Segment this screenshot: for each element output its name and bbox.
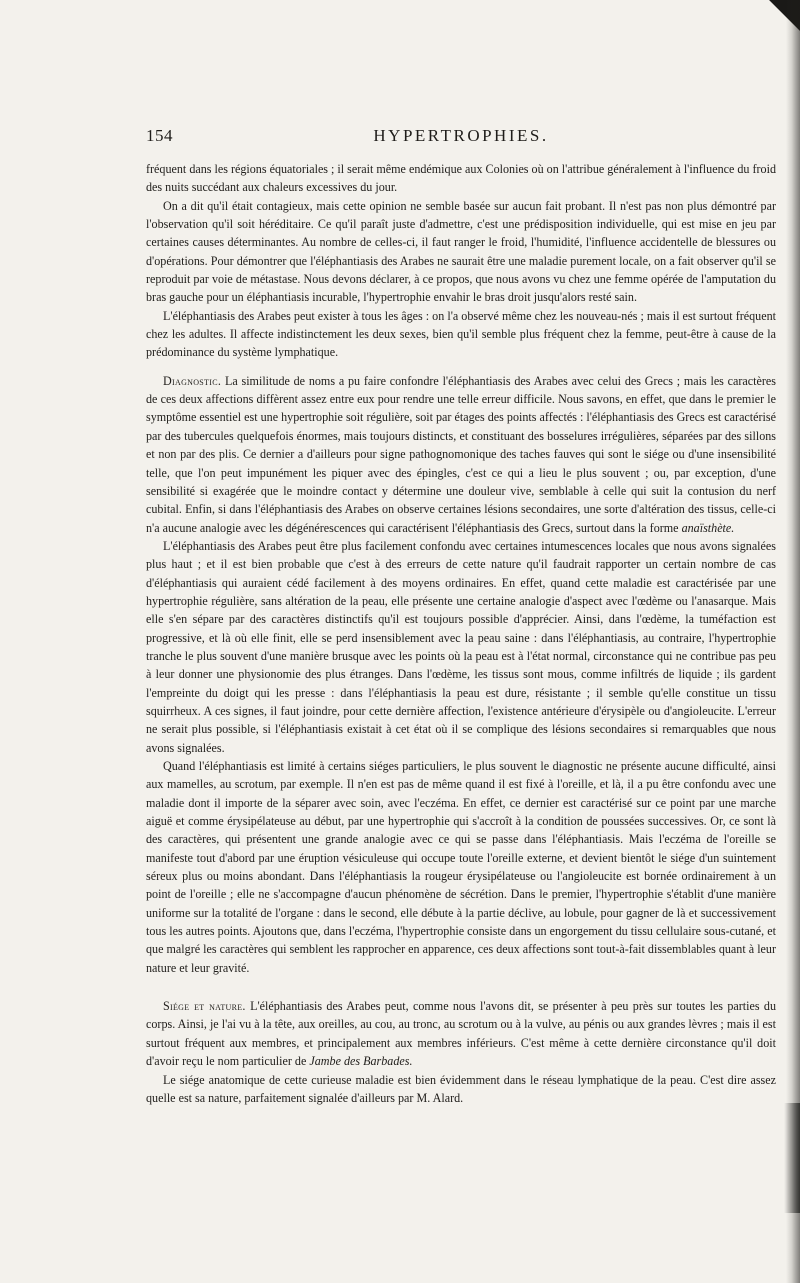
italic-term: Jambe des Barbades. — [309, 1054, 413, 1069]
section-siege-nature: Siége et nature. L'éléphantiasis des Arabes peut, comme nous l'avons dit, se présenter à peu près sur toutes les parties du corps. Ainsi, je l'ai vu à la tête, aux oreilles, au cou, au tronc, au scrotum ou à la vulve, au pénis ou aux grandes lèvres ; mais il est surtout fréquent aux membres, et principalement aux membres inférieurs. C'est même à cette dernière circonstance qu'il doit d'avoir reçu le nom particulier de Jambe des Barbades. — [146, 999, 776, 1069]
scan-edge-shadow — [786, 0, 800, 1283]
paragraph: fréquent dans les régions équatoriales ; il serait même endémique aux Colonies où on l'attribue généralement à l'influence du froid des nuits succédant aux chaleurs excessives du jour. — [146, 162, 777, 195]
italic-term: anaïsthète. — [681, 520, 735, 535]
section-heading-siege-nature: Siége et nature. — [163, 999, 246, 1014]
paragraph: Quand l'éléphantiasis est limité à certains siéges particuliers, le plus souvent le diagnostic ne présente aucune difficulté, ainsi aux mamelles, au scrotum, par exemple. Il n'en est pas de même quand il est fixé à l'oreille, et là, il a pu être confondu avec une maladie dont il importe de la séparer avec soin, avec l'eczéma. En effet, ce dernier est caractérisé sur ce point par une marche aiguë et comme érysipélateuse au début, par une hypertrophie qui s'accroît à la condition de poussées successives. Or, ce sont là des caractères, qui présentent une grande analogie avec ce qui se passe dans l'éléphantiasis. Mais l'eczéma de l'oreille se manifeste tout d'abord par une éruption vésiculeuse qui occupe toute l'oreille externe, et devient bientôt le siége d'un suintement séreux plus ou moins abondant. Dans l'éléphantiasis la rougeur érysipélateuse ou l'angioleucite est bornée ordinairement à un point de l'oreille ; elle ne s'accompagne d'aucun phénomène de sécrétion. Dans le premier, l'hypertrophie s'établit d'une manière uniforme sur la totalité de l'organe : dans le second, elle débute à la partie déclive, au lobule, pour gagner de là et successivement tous les autres points. Ajoutons que, dans l'eczéma, l'hypertrophie consiste dans un engorgement du tissu cellulaire sous-cutané, et que malgré les caractères qui semblent les rapprocher en apparence, ces deux affections sont tout-à-fait dissemblables quant à leur nature et leur gravité. — [146, 759, 776, 975]
paragraph: Le siége anatomique de cette curieuse maladie est bien évidemment dans le réseau lymphatique de la peau. C'est dire assez quelle est sa nature, parfaitement signalée d'ailleurs par M. Alard. — [146, 1072, 776, 1105]
page-content — [146, 126, 776, 1107]
body-text — [146, 160, 776, 1107]
page-number: 154 — [146, 126, 173, 145]
running-title: HYPERTROPHIES. — [373, 126, 549, 145]
paragraph: L'éléphantiasis des Arabes peut exister à tous les âges : on l'a observé même chez les nouveau-nés ; mais il est surtout fréquent chez les adultes. Il affecte indistinctement les deux sexes, bien qu'il semble plus fréquent chez la femme, peut-être à cause de la prédominance du système lymphatique. — [146, 308, 776, 360]
running-head — [146, 126, 776, 152]
paragraph: On a dit qu'il était contagieux, mais cette opinion ne semble basée sur aucun fait probant. Il n'est pas non plus démontré par l'observation qu'il soit héréditaire. Ce qu'il paraît juste d'admettre, c'est une prédisposition individuelle, qui est mise en jeu par certaines causes déterminantes. Au nombre de celles-ci, il faut ranger le froid, l'humidité, l'influence accidentelle de blessures ou d'opérations. Pour démontrer que l'éléphantiasis des Arabes ne saurait être une maladie purement locale, on a fait observer qu'il se reproduit par voie de métastase. Nous devons déclarer, à ce propos, que nous avons vu chez une femme opérée de l'amputation du bras gauche pour un éléphantiasis incurable, l'hypertrophie envahir le bras droit jusqu'alors resté sain. — [146, 198, 776, 305]
section-diagnostic: Diagnostic. La similitude de noms a pu faire confondre l'éléphantiasis des Arabes avec celui des Grecs ; mais les caractères de ces deux affections diffèrent assez entre eux pour rendre une telle erreur difficile. Nous savons, en effet, que dans le premier le symptôme essentiel est une hypertrophie soit régulière, soit par étages des points affectés : l'éléphantiasis des Grecs est caractérisé par des tubercules quelquefois énormes, mais toujours distincts, et constituant des bosselures irrégulières, séparées par des sillons et non par des plis. Ce dernier a d'ailleurs pour signe pathognomonique des taches fauves qui sont le siége ou d'une insensibilité telle, que l'on peut impunément les piquer avec des épingles, c'est ce qui a lieu le plus souvent ; ou, par exception, d'une sensibilité si exagérée que le moindre contact y détermine une douleur vive, semblable à celle qui suit la contusion du nerf cubital. Enfin, si dans l'éléphantiasis des Arabes on observe certaines lésions secondaires, une sorte d'altération des tissus, celle-ci n'a aucune analogie avec les dégénérescences qui caractérisent l'éléphantiasis des Grecs, surtout dans la forme anaïsthète. — [146, 373, 776, 535]
scan-binding-mark — [784, 1103, 800, 1213]
paragraph: L'éléphantiasis des Arabes peut être plus facilement confondu avec certaines intumescences locales que nous avons signalées plus haut ; et il est bien probable que c'est à des erreurs de cette nature qu'il faudrait rapporter un certain nombre de cas d'éléphantiasis qui auraient cédé facilement à des moyens ordinaires. En effet, quand cette maladie est caractérisée par une hypertrophie régulière, sans altération de la peau, elle présente une certaine analogie d'aspect avec l'œdème ou l'anasarque. Mais elle s'en sépare par des caractères distinctifs qu'il est toujours possible d'apprécier. Ainsi, dans l'œdème, la tuméfaction est progressive, et là où elle finit, elle se perd insensiblement avec la peau saine : dans l'éléphantiasis, au contraire, l'hypertrophie tranche le plus souvent d'une manière brusque avec les points où la peau est à l'état normal, circonstance qui ne contribue pas peu à leur donner une physionomie des plus étranges. Dans l'œdème, les tissus sont mous, comme infiltrés de liquide ; ils gardent l'empreinte du doigt qui les presse : dans l'éléphantiasis la peau est dure, résistante ; il semble qu'elle constitue un tissu squirrheux. A ces signes, il faut joindre, pour cette dernière affection, l'existence antérieure d'érysipèle ou d'angioleucite. L'erreur ne serait plus possible, si l'éléphantiasis existait à cet état où il se complique des lésions secondaires si remarquables que nous avons signalées. — [146, 538, 776, 755]
section-heading-diagnostic: Diagnostic. — [163, 373, 222, 388]
